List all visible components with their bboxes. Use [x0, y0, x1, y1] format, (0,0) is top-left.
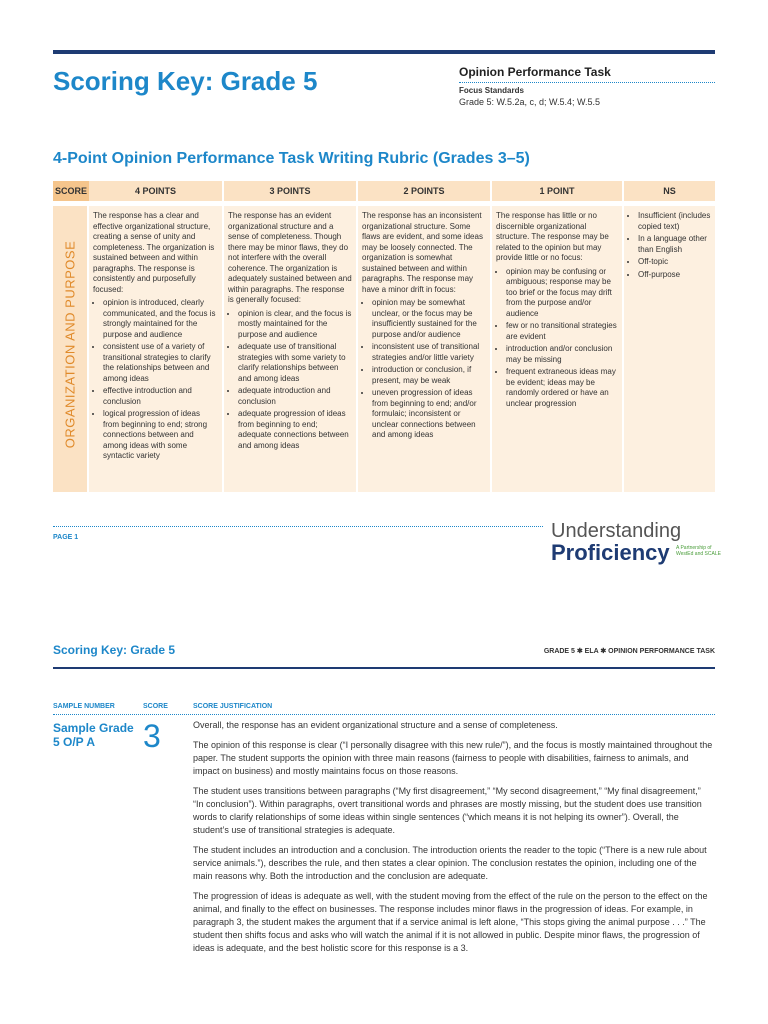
list-item: • introduction and/or conclusion may be missing — [506, 344, 618, 365]
list-item: • Insufficient (includes copied text) — [638, 211, 711, 232]
logo-proficiency: Proficiency — [551, 540, 670, 565]
list-item: • adequate use of transitional strategies with some variety to clarify relationships between and among ideas — [238, 342, 352, 384]
list-item: • adequate progression of ideas from beginning to end; adequate connections between and among ideas — [238, 409, 352, 451]
col-head-ns: NS — [624, 181, 715, 201]
list-item: • few or no transitional strategies are evident — [506, 321, 618, 342]
cell-intro: The response has a clear and effective organizational structure, creating a sense of unity and completeness. The organization is sustained between and within paragraphs. The response is consistently and purposefully focused: — [93, 211, 215, 294]
header-rule — [53, 714, 715, 715]
header-justification: SCORE JUSTIFICATION — [193, 703, 273, 710]
list-item: • opinion is introduced, clearly communicated, and the focus is strongly maintained for the purpose and audience — [103, 298, 218, 340]
list-item: • logical progression of ideas from beginning to end; strong connections between and among ideas with some syntactic variety — [103, 409, 218, 462]
list-item: • Off-purpose — [638, 270, 711, 281]
list-item: • consistent use of a variety of transitional strategies to clarify the relationships between and among ideas — [103, 342, 218, 384]
task-dotted-rule — [459, 82, 715, 83]
list-item: • opinion is clear, and the focus is mostly maintained for the purpose and audience — [238, 309, 352, 341]
page-number: PAGE 1 — [53, 534, 79, 541]
sample-label: Sample Grade 5 O/P A — [53, 721, 134, 749]
section2-rule — [53, 667, 715, 669]
col-head-1: 1 POINT — [492, 181, 622, 201]
logo-tagline: A Partnership of WestEd and SCALE — [676, 545, 721, 557]
header-sample-number: SAMPLE NUMBER — [53, 703, 115, 710]
paragraph: The opinion of this response is clear (“I personally disagree with this new rule/”), and the focus is mostly maintained throughout the paper. The student supports the opinion with three main reasons (fairness to people with disabilities, fairness to animals, and impact on business) and mostly maintains focus on those reasons. — [193, 740, 713, 776]
paragraph: The student includes an introduction and a conclusion. The introduction orients the reader to the topic (“There is a new rule about service animals.”), describes the rule, and then states a clear opinion. The conclusion restates the opinion, including one of the main reasons why. Both the introduction and the conclusion are adequate. — [193, 845, 707, 881]
top-rule — [53, 50, 715, 54]
focus-label: Focus Standards — [459, 86, 524, 95]
score-header: SCORE — [53, 181, 89, 201]
focus-standards: Grade 5: W.5.2a, c, d; W.5.4; W.5.5 — [459, 97, 601, 107]
list-item: • introduction or conclusion, if present, may be weak — [372, 365, 486, 386]
list-item: • In a language other than English — [638, 234, 711, 255]
header-score: SCORE — [143, 703, 168, 710]
list-item: • inconsistent use of transitional strategies and/or little variety — [372, 342, 486, 363]
list-item: • Off-topic — [638, 257, 711, 268]
justification-text — [193, 719, 713, 962]
rubric-cell-4 — [89, 206, 222, 492]
cell-intro: The response has an evident organizational structure and a sense of completeness. Though there may be minor flaws, they do not interfere with the overall coherence. The organization is adequately sustained between and within paragraphs. The response is generally focused: — [228, 211, 352, 304]
list-item: • opinion may be somewhat unclear, or the focus may be insufficiently sustained for the purpose and/or audience — [372, 298, 486, 340]
paragraph: The progression of ideas is adequate as well, with the student moving from the effect of the rule on the person to the effect on the animal, and finally to the effect on businesses. The response includes minor flaws in the progression of ideas. For example, in paragraph 3, the student makes the argument that if a service animal is left alone, “This stops giving the animal purpose . . .” The student then shifts focus and asks who will watch the animal if it is not allowed in public. Despite minor flaws, the progression of ideas is adequate, and the best holistic score for this response is a 3. — [193, 891, 708, 953]
section2-title: Scoring Key: Grade 5 — [53, 643, 176, 657]
col-head-3: 3 POINTS — [224, 181, 356, 201]
paragraph: Overall, the response has an evident organizational structure and a sense of completeness. — [193, 720, 558, 730]
cell-intro: The response has little or no discernible organizational structure. The response may be related to the opinion but may provide little or no focus: — [496, 211, 609, 262]
list-item: • adequate introduction and conclusion — [238, 386, 352, 407]
logo-understanding: Understanding — [551, 520, 682, 542]
list-item: • effective introduction and conclusion — [103, 386, 218, 407]
list-item: • opinion may be confusing or ambiguous; response may be too brief or the focus may drift from the purpose and/or audience — [506, 267, 618, 320]
side-label: ORGANIZATION AND PURPOSE — [62, 240, 78, 449]
rubric-cell-1 — [492, 206, 622, 492]
score-value: 3 — [143, 718, 161, 754]
page-title: Scoring Key: Grade 5 — [53, 66, 318, 96]
list-item: • frequent extraneous ideas may be evident; ideas may be randomly ordered or have an unclear progression — [506, 367, 618, 409]
rubric-cell-2 — [358, 206, 490, 492]
footer-rule — [53, 526, 543, 527]
section2-breadcrumb: GRADE 5 ✱ ELA ✱ OPINION PERFORMANCE TASK — [543, 648, 715, 655]
list-item: • uneven progression of ideas from beginning to end; and/or formulaic; inconsistent or unclear connections between and among ideas — [372, 388, 486, 441]
rubric-cell-ns — [624, 206, 715, 492]
col-head-2: 2 POINTS — [358, 181, 490, 201]
cell-intro: The response has an inconsistent organizational structure. Some flaws are evident, and some ideas may be loosely connected. The organization is somewhat sustained between and within paragraphs. The response may have a minor drift in focus: — [362, 211, 483, 294]
task-title: Opinion Performance Task — [459, 65, 611, 79]
rubric-cell-3 — [224, 206, 356, 492]
paragraph: The student uses transitions between paragraphs (“My first disagreement,” “My second disagreement,” “My final disagreement,” “In conclusion”). Within paragraphs, overt transitional words and phrases are mostly missing, but the student does use transition words to clarify relationships of some ideas within single sentences (“which means it is not helping its owner”). Overall, the student’s use of transitional strategies is adequate. — [193, 786, 702, 835]
col-head-4: 4 POINTS — [89, 181, 222, 201]
rubric-title: 4-Point Opinion Performance Task Writing Rubric (Grades 3–5) — [53, 150, 530, 167]
